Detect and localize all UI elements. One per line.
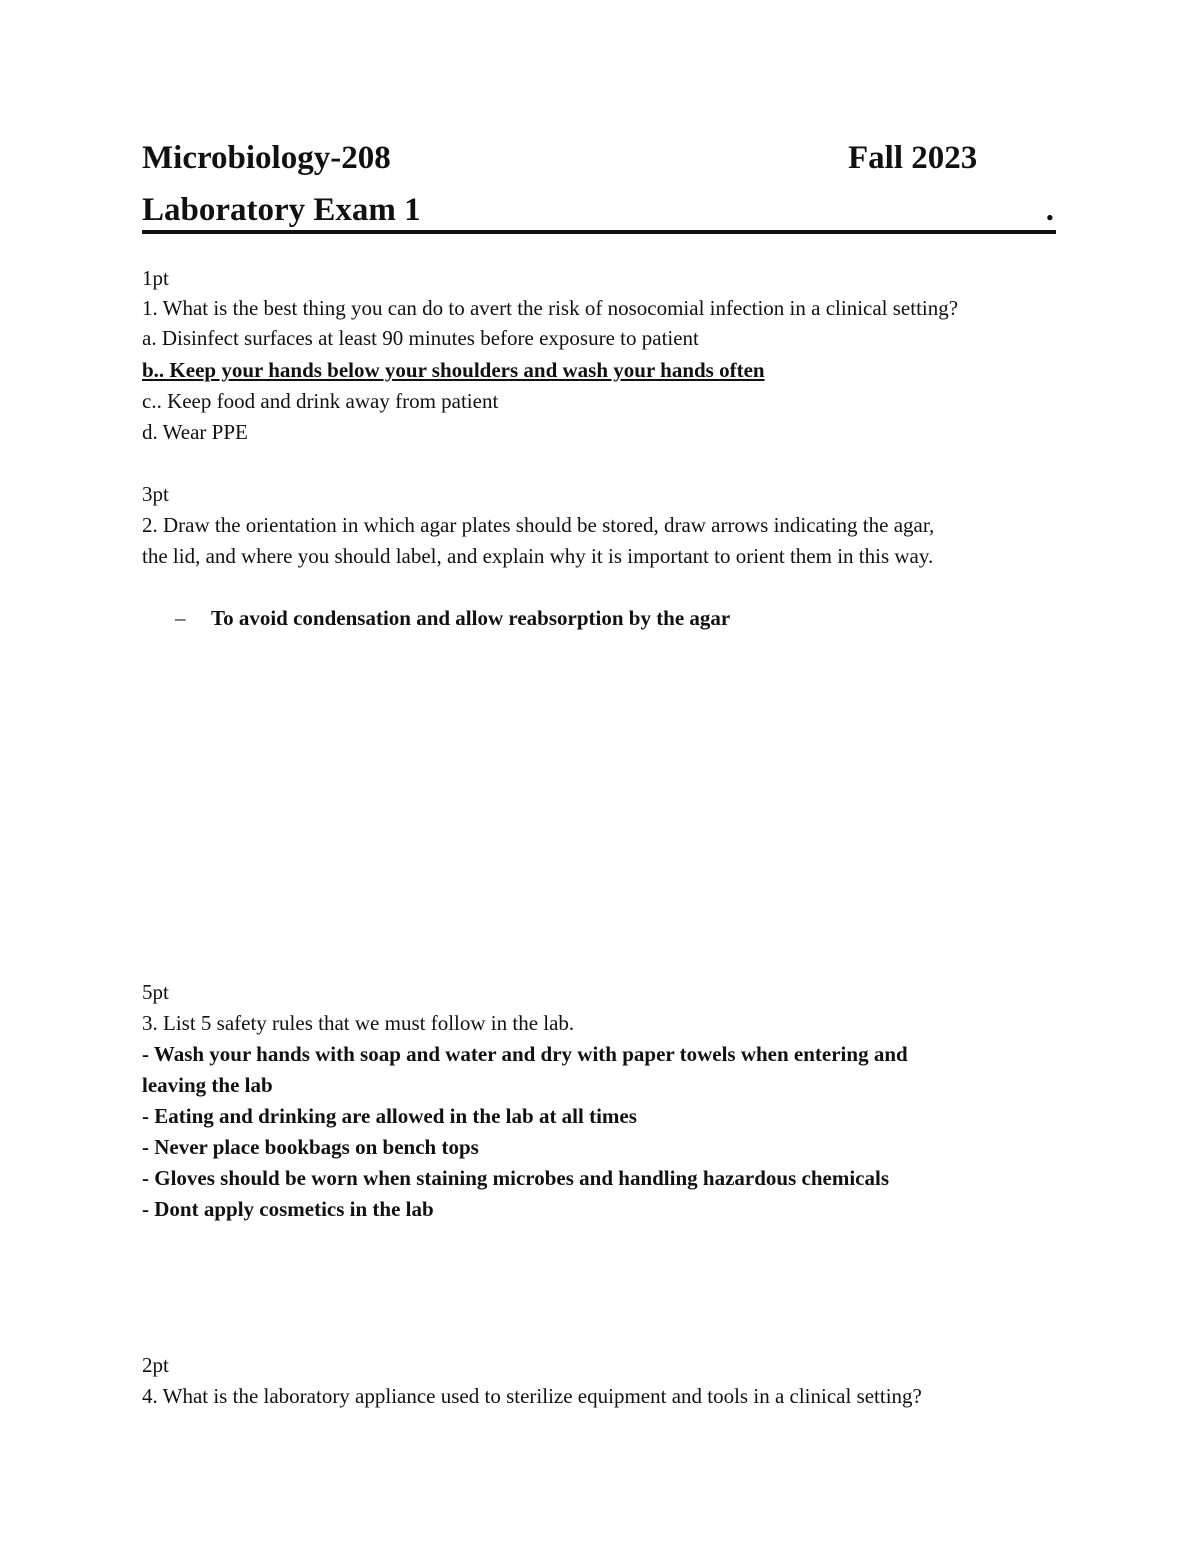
- q4-question: 4. What is the laboratory appliance used to sterilize equipment and tools in a clinical setting?: [142, 1384, 922, 1408]
- q1-option-b-correct: b.. Keep your hands below your shoulders and wash your hands often: [142, 358, 765, 382]
- q3-question: 3. List 5 safety rules that we must follow in the lab.: [142, 1011, 575, 1035]
- q3-answer-4: - Gloves should be worn when staining microbes and handling hazardous chemicals: [142, 1166, 889, 1190]
- exam-title-trailing: .: [1045, 192, 1054, 228]
- q2-answer-text: To avoid condensation and allow reabsorption by the agar: [211, 606, 731, 630]
- q3-answer-5: - Dont apply cosmetics in the lab: [142, 1197, 434, 1221]
- q1-option-d: d. Wear PPE: [142, 420, 248, 444]
- q3-answer-3: - Never place bookbags on bench tops: [142, 1135, 479, 1159]
- q1-points: 1pt: [142, 266, 169, 290]
- bullet-dash: –: [175, 606, 186, 630]
- course-title: Microbiology-208: [142, 140, 391, 176]
- q2-question-line2: the lid, and where you should label, and explain why it is important to orient them in this way.: [142, 544, 934, 568]
- q3-answer-1-cont: leaving the lab: [142, 1073, 273, 1097]
- q2-question-line1: 2. Draw the orientation in which agar plates should be stored, draw arrows indicating the agar,: [142, 513, 935, 537]
- term-label: Fall 2023: [848, 140, 978, 176]
- exam-title: [142, 190, 1056, 234]
- q3-points: 5pt: [142, 980, 169, 1004]
- q1-option-a: a. Disinfect surfaces at least 90 minutes before exposure to patient: [142, 326, 699, 350]
- q2-points: 3pt: [142, 482, 169, 506]
- q4-points: 2pt: [142, 1353, 169, 1377]
- q1-option-c: c.. Keep food and drink away from patient: [142, 389, 499, 413]
- q3-answer-1: - Wash your hands with soap and water and dry with paper towels when entering and: [142, 1042, 908, 1066]
- q2-answer: [175, 605, 730, 631]
- exam-title-text: Laboratory Exam 1: [142, 192, 421, 228]
- q3-answer-2: - Eating and drinking are allowed in the lab at all times: [142, 1104, 637, 1128]
- q1-question: 1. What is the best thing you can do to avert the risk of nosocomial infection in a clinical setting?: [142, 296, 959, 320]
